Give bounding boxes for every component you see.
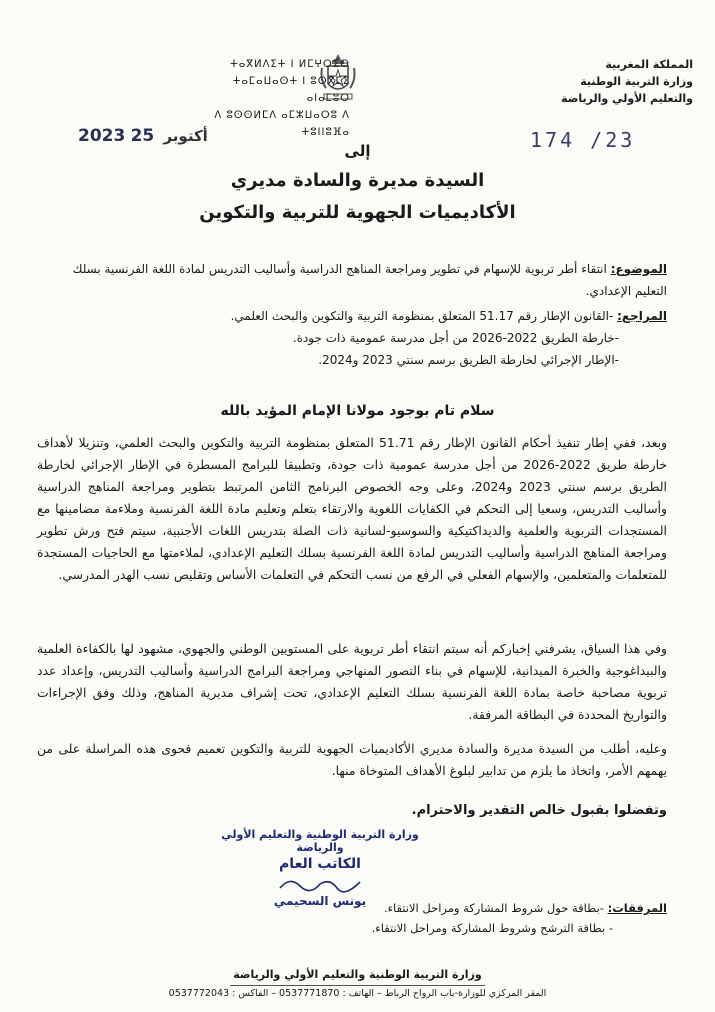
stamp-title: الكاتب العام: [279, 856, 361, 872]
body-paragraph: وعليه، أطلب من السيدة مديرة والسادة مديري الأكاديميات الجهوية للتربية والتكوين تعميم فحوى هذه المراسلة على من يهمهم الأمر، واتخاذ ما يلزم من تدابير لبلوغ الأهداف المتوخاة منها.: [37, 741, 667, 778]
kingdom-name: المملكة المغربية: [605, 58, 693, 71]
body-paragraph: وبعد، ففي إطار تنفيذ أحكام القانون الإطار رقم 51.71 المتعلق بمنظومة التربية والتكوين والبحث العلمي، وتنزيلا لأهداف خارطة طريق 2022-2026 من أجل مدرسة عمومية ذات جودة، وتطبيقا للبرامج المسطرة في الإطار الإجرائي لخارطة الطريق برسم سنتي 2023 و2024، وعلى وجه الخصوص البرنامج الثامن المرتبط بتطوير ومراجعة المناهج الدراسية وأساليب التدريس، وسعيا إلى التحكم في الكفايات اللغوية والارتقاء بتعلم وتعليم مادة اللغة الفرنسية وملاءمة مضامينها مع المستجدات التربوية والعلمية والديداكتيكية والسوسيو-لسانية ذات الصلة بتدريس اللغات الأجنبية، سيتم فتح ورش تطوير ومراجعة المناهج الدراسية وأساليب التدريس لمادة اللغة الفرنسية بسلك التعليم الإعدادي، لملاءمتها مع الحاجيات المستجدة للمتعلمات والمتعلمين، والإسهام الفعلي في الرفع من نسب التحكم في التعلمات الأساس وتقليص نسب الهدر المدرسي.: [37, 435, 667, 582]
stamp-ministry: وزارة التربية الوطنية والتعليم الأولي والرياضة: [221, 828, 419, 854]
subject-label: الموضوع:: [610, 262, 667, 276]
references-label: المراجع:: [617, 309, 667, 323]
footer-address: المقر المركزي للوزارة-باب الرواح الرباط – الهاتف : 0537771870 – الفاكس : 0537772043: [168, 988, 547, 999]
recipient-line1: السيدة مديرة والسادة مديري: [230, 170, 485, 191]
subject: [47, 258, 667, 302]
footer-divider: [230, 985, 485, 986]
attachment-item: - بطاقة الترشح وشروط المشاركة ومراحل الانتقاء.: [371, 921, 613, 935]
closing: وتفضلوا بقبول خالص التقدير والاحترام.: [411, 803, 667, 818]
date-month: أكتوبر: [163, 127, 208, 145]
body-paragraph: وفي هذا السياق، يشرفني إخباركم أنه سيتم انتقاء أطر تربوية على المستويين الوطني والجهوي، مشهود لها بالكفاءة العلمية والبيداغوجية والخبرة الميدانية، للإسهام في بناء التصور المنهاجي ومراجعة البرامج الدراسية وأساليب التدريس، وإعداد عدد تربوية مصاحبة خاصة بمادة اللغة الفرنسية بسلك التعليم الإعدادي، تحت إشراف مديرية المناهج، وذلك وفق الإجراءات والتواريخ المحددة في البطاقة المرفقة.: [37, 641, 667, 722]
references: [47, 305, 667, 371]
subject-text: انتقاء أطر تربوية للإسهام في تطوير ومراجعة المناهج الدراسية وأساليب التدريس لمادة اللغة الفرنسية بسلك التعليم الإعدادي.: [72, 262, 667, 298]
recipient-to: إلى: [344, 142, 371, 160]
attachments: [47, 898, 667, 938]
date-day: 25: [130, 126, 155, 146]
reference-item: -الإطار الإجرائي لخارطة الطريق برسم سنتي 2023 و2024.: [318, 353, 619, 367]
signatory-name: يونس السحيمي: [273, 894, 367, 908]
reference-number: 174 /23: [530, 128, 636, 152]
header-tifinagh: ⵜⴰⴳⵍⴷⵉⵜ ⵏ ⵍⵎⵖⵔⵉⴱ ⵜⴰⵎⴰⵡⴰⵙⵜ ⵏ ⵓⵙⴳⵎⵉ ⴰⵏⴰⵎⵓⵔ ⴷ ⵓⵙⵙⵍⵎⴷ ⴰⵎⵣⵡⴰⵔⵓ ⴷ ⵜⵓⵏⵏⵓⴼⴰ: [214, 59, 350, 138]
signature-stamp: [200, 828, 440, 908]
header-arabic: [513, 56, 693, 107]
salutation: سلام تام بوجود مولانا الإمام المؤيد بالله: [220, 403, 495, 419]
reference-item: -خارطة الطريق 2022-2026 من أجل مدرسة عمومية ذات جودة.: [292, 331, 619, 345]
recipient-line2: الأكاديميات الجهوية للتربية والتكوين: [199, 202, 516, 223]
attachment-item: -بطاقة حول شروط المشاركة ومراحل الانتقاء.: [383, 901, 604, 915]
attachments-label: المرفقات:: [607, 901, 667, 915]
footer-ministry: وزارة التربية الوطنية والتعليم الأولي والرياضة: [233, 968, 482, 981]
ministry-name: وزارة التربية الوطنية: [580, 75, 693, 88]
handwritten-signature-icon: [275, 874, 365, 894]
reference-item: -القانون الإطار رقم 51.17 المتعلق بمنظومة التربية والتكوين والبحث العلمي.: [230, 309, 614, 323]
ministry-name-2: والتعليم الأولي والرياضة: [561, 92, 693, 105]
date-year: 2023: [78, 126, 126, 146]
